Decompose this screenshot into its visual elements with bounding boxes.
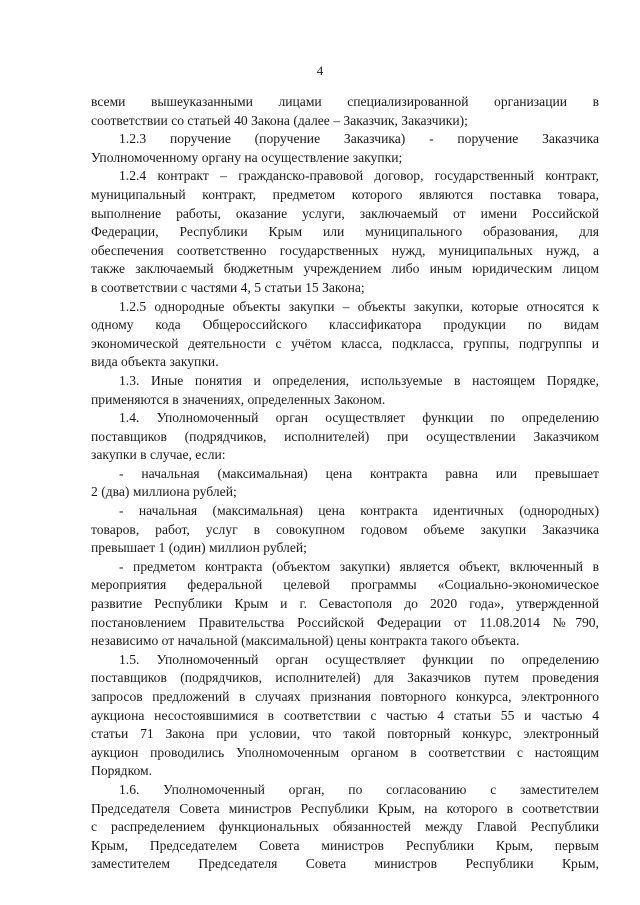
text-line: запросов предложений в случаях признания повторного конкурса, электронного <box>91 689 599 704</box>
text-line: выполнение работы, оказание услуги, заключаемый от имени Российской <box>91 205 599 221</box>
document-body <box>91 93 599 874</box>
text-line: 1.3. Иные понятия и определения, используемые в настоящем Порядке, <box>119 372 599 388</box>
text-line: поставщиков (подрядчиков, исполнителей) для Заказчиков путем проведения <box>91 670 599 686</box>
text-line: поставщиков (подрядчиков, исполнителей) при осуществлении Заказчиком <box>91 428 599 444</box>
text-line: одному кода Общероссийского классификатора продукции по видам <box>91 317 599 333</box>
text-line: превышает 1 (один) миллион рублей; <box>91 540 307 556</box>
text-line: - начальная (максимальная) цена контракта идентичных (однородных) <box>119 503 599 519</box>
text-line: товаров, работ, услуг в совокупном годовом объеме закупки Заказчика <box>91 521 599 537</box>
text-line: развитие Республики Крым и г. Севастополя до 2020 года», утвержденной <box>91 596 599 612</box>
text-line: всеми вышеуказанными лицами специализированной организации в <box>91 94 599 109</box>
text-line: закупки в случае, если: <box>91 447 226 463</box>
text-line: Уполномоченному органу на осуществление закупки; <box>91 149 403 165</box>
text-line: вида объекта закупки. <box>91 354 219 370</box>
text-line: Председателя Совета министров Республики Крым, на которого в соответствии <box>91 800 599 816</box>
text-line: Федерации, Республики Крым или муниципального образования, для <box>91 224 599 240</box>
text-line: муниципальный контракт, предметом которого являются поставка товара, <box>91 186 599 202</box>
text-line: с распределением функциональных обязанностей между Главой Республики <box>91 819 599 835</box>
text-line: мероприятия федеральной целевой программы «Социально-экономическое <box>91 577 599 593</box>
text-line: 1.2.3 поручение (поручение Заказчика) - поручение Заказчика <box>119 131 599 147</box>
text-line: 1.2.5 однородные объекты закупки – объекты закупки, которые относятся к <box>119 298 599 314</box>
text-line: Крым, Председателем Совета министров Республики Крым, первым <box>91 837 599 853</box>
text-line: аукцион проводились Уполномоченным органом в соответствии с настоящим <box>91 744 599 760</box>
text-line: независимо от начальной (максимальной) цены контракта такого объекта. <box>91 633 520 649</box>
text-line: - предметом контракта (объектом закупки) является объект, включенный в <box>119 558 599 574</box>
text-line: 1.2.4 контракт – гражданско-правовой договор, государственный контракт, <box>119 168 599 184</box>
text-line: постановлением Правительства Российской Федерации от 11.08.2014 №790, <box>91 614 599 630</box>
text-line: соответствии со статьей 40 Закона (далее – Заказчик, Заказчики); <box>91 112 468 128</box>
text-line: аукциона несостоявшимися в соответствии с частью 4 статьи 55 и частью 4 <box>91 707 599 723</box>
text-line: также заключаемый бюджетным учреждением либо иным юридическим лицом <box>91 261 599 277</box>
text-line: 1.4. Уполномоченный орган осуществляет функции по определению <box>119 410 599 426</box>
text-line: в соответствии с частями 4, 5 статьи 15 Закона; <box>91 279 365 295</box>
text-line: - начальная (максимальная) цена контракта равна или превышает <box>119 465 599 481</box>
text-line: экономической деятельности с учётом класса, подкласса, группы, подгруппы и <box>91 335 599 351</box>
text-line: 2 (два) миллиона рублей; <box>91 484 237 500</box>
text-line: статьи 71 Закона при условии, что такой повторный конкурс, электронный <box>91 726 599 742</box>
text-line: заместителем Председателя Совета министров Республики Крым, <box>91 856 599 872</box>
text-line: 1.5. Уполномоченный орган осуществляет функции по определению <box>119 651 599 667</box>
text-line: Порядком. <box>91 763 153 779</box>
text-line: применяются в значениях, определенных Законом. <box>91 391 386 407</box>
text-line: обеспечения соответственно государственных нужд, муниципальных нужд, а <box>91 242 599 258</box>
text-line: 1.6. Уполномоченный орган, по согласованию с заместителем <box>119 781 599 797</box>
page-number: 4 <box>316 63 324 78</box>
